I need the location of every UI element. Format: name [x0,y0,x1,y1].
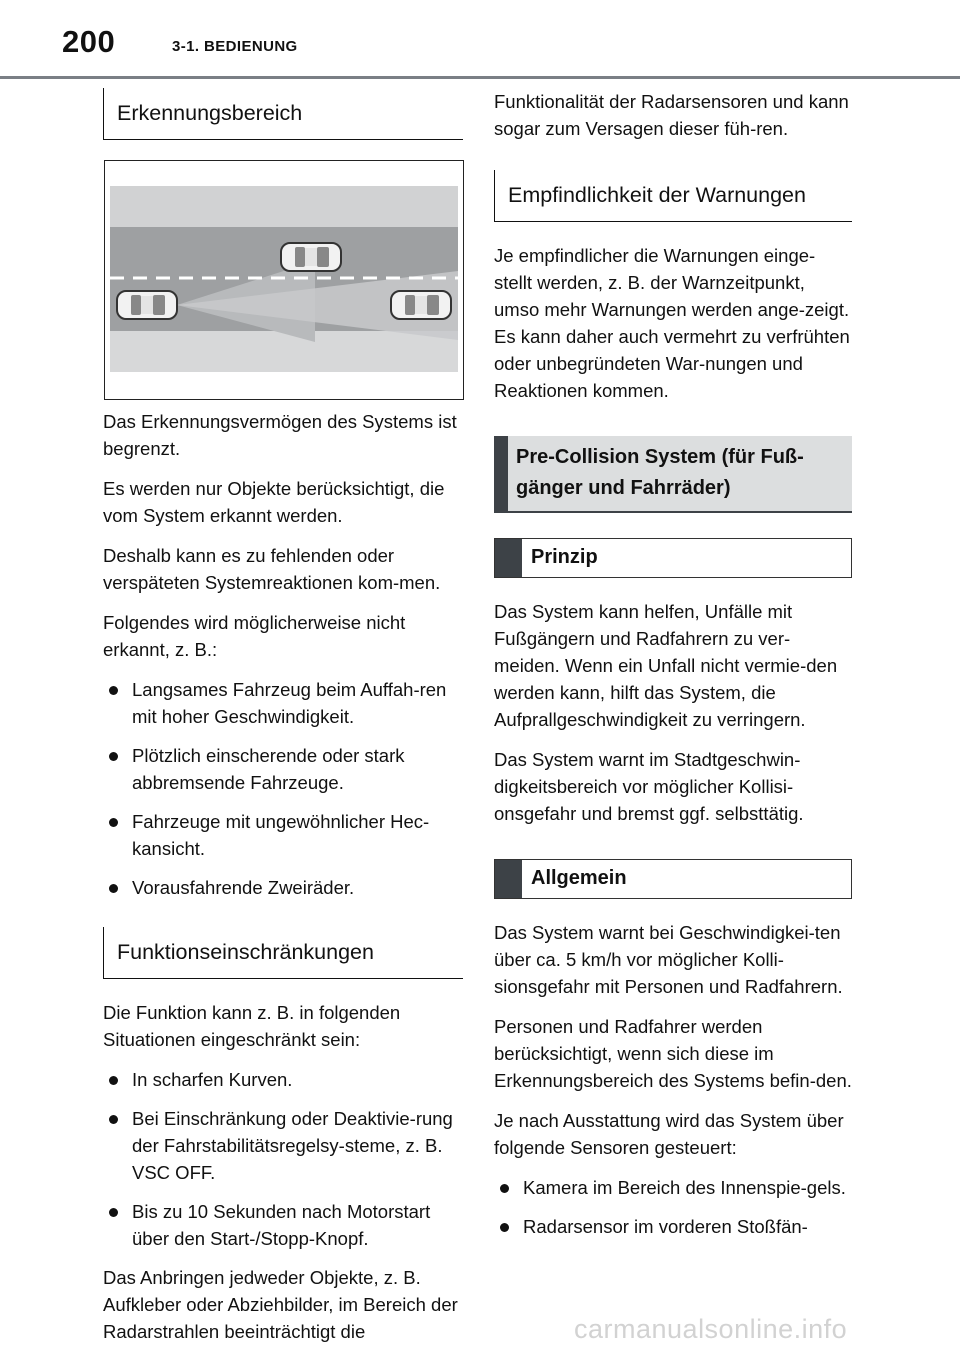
list-item: Radarsensor im vorderen Stoßfän- [494,1213,852,1240]
detection-range-figure [104,160,464,400]
paragraph: Das System warnt im Stadtgeschwin-digkeitsbereich vor möglicher Kollisi-onsgefahr und bremst ggf. selbsttätig. [494,749,804,824]
paragraph: Die Funktion kann z. B. in folgenden Situationen eingeschränkt sein: [103,1002,401,1050]
paragraph: Folgendes wird möglicherweise nicht erkannt, z. B.: [103,612,406,660]
heading-principle: Prinzip [494,538,852,578]
heading-warning-sensitivity: Empfindlichkeit der Warnungen [494,170,852,222]
list-item: Fahrzeuge mit ungewöhnlicher Hec-kansicht. [103,808,463,862]
heading-detection-range: Erkennungsbereich [103,88,463,140]
paragraph: Je empfindlicher die Warnungen einge-stellt werden, z. B. der Warnzeitpunkt, umso mehr Warnungen werden ange-zeigt. Es kann daher auch vermehrt zu verfrühten oder unbegründeten War-nungen und Reaktionen kommen. [494,245,850,401]
sensor-bullet-list [494,1174,852,1240]
paragraph: Deshalb kann es zu fehlenden oder verspäteten Systemreaktionen kom-men. [103,545,441,593]
list-item: Langsames Fahrzeug beim Auffah-ren mit hoher Geschwindigkeit. [103,676,463,730]
right-column [494,88,852,1252]
list-item: Kamera im Bereich des Innenspie-gels. [494,1174,852,1201]
detection-bullet-list [103,676,463,901]
heading-general: Allgemein [494,859,852,899]
header-rule [0,76,960,79]
paragraph: Funktionalität der Radarsensoren und kann sogar zum Versagen dieser füh-ren. [494,91,849,139]
upper-lane [110,186,458,227]
paragraph: Je nach Ausstattung wird das System über folgende Sensoren gesteuert: [494,1110,844,1158]
car-icon [391,291,451,319]
paragraph: Personen und Radfahrer werden berücksichtigt, wenn sich diese im Erkennungsbereich des Systems befin-den. [494,1016,852,1091]
list-item: In scharfen Kurven. [103,1066,463,1093]
paragraph: Es werden nur Objekte berücksichtigt, die vom System erkannt werden. [103,478,445,526]
list-item: Vorausfahrende Zweiräder. [103,874,463,901]
list-item: Bei Einschränkung oder Deaktivie-rung der Fahrstabilitätsregelsy-steme, z. B. VSC OFF. [103,1105,463,1186]
list-item: Bis zu 10 Sekunden nach Motorstart über den Start-/Stopp-Knopf. [103,1198,463,1252]
heading-limitations: Funktionseinschränkungen [103,927,463,979]
car-icon [117,291,177,319]
left-column [103,88,463,1358]
list-item: Plötzlich einscherende oder stark abbremsende Fahrzeuge. [103,742,463,796]
paragraph: Das Erkennungsvermögen des Systems ist begrenzt. [103,411,457,459]
limitations-bullet-list [103,1066,463,1252]
detection-diagram [105,161,463,399]
paragraph: Das System warnt bei Geschwindigkei-ten über ca. 5 km/h vor möglicher Kolli-sionsgefahr mit Personen und Radfahrern. [494,922,843,997]
car-icon [281,243,341,271]
paragraph: Das System kann helfen, Unfälle mit Fußgängern und Radfahrern zu ver-meiden. Wenn ein Unfall nicht vermie-den werden kann, hilft das System, die Aufprallgeschwindigkeit zu verringern. [494,601,838,730]
watermark: carmanualsonline.info [574,1314,848,1344]
page-header [0,0,960,80]
page-number: 200 [62,24,116,59]
paragraph: Das Anbringen jedweder Objekte, z. B. Aufkleber oder Abziehbilder, im Bereich der Radarstrahlen beeinträchtigt die [103,1267,458,1342]
heading-pre-collision-system: Pre-Collision System (für Fuß-gänger und Fahrräder) [494,436,852,513]
section-title: 3-1. BEDIENUNG [172,38,298,55]
